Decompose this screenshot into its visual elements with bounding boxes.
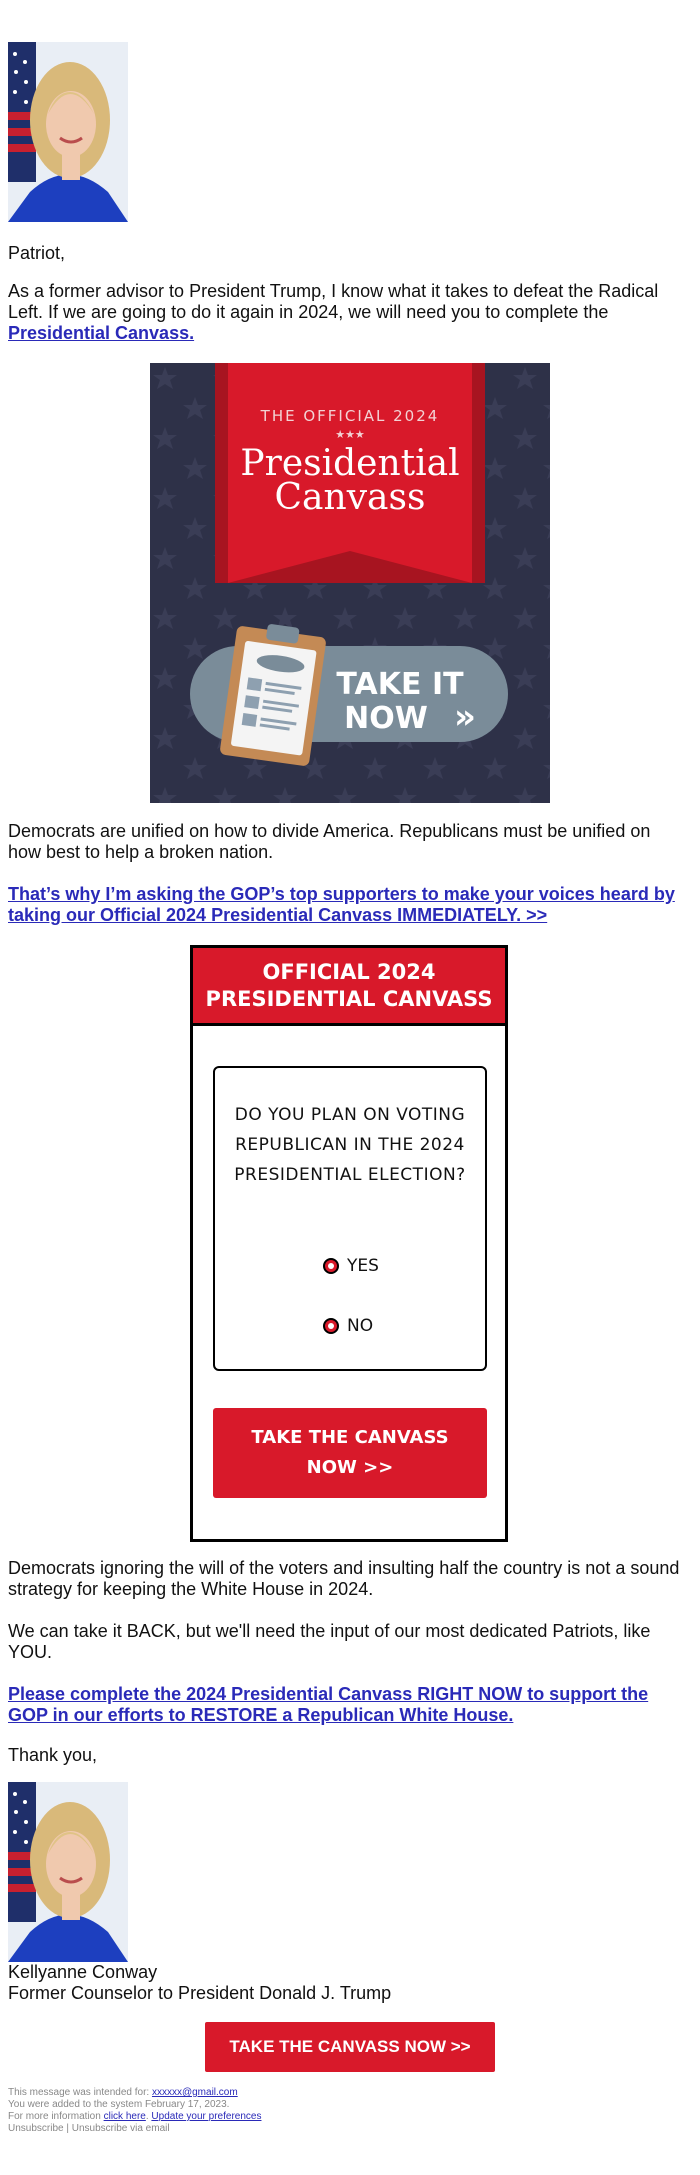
- footer-update-preferences-link[interactable]: Update your preferences: [151, 2111, 262, 2122]
- complete-canvass-link[interactable]: Please complete the 2024 Presidential Canvass RIGHT NOW to support the GOP in our efforts to RESTORE a Republican White House.: [8, 1684, 649, 1725]
- banner-stars: ★★★: [335, 428, 365, 441]
- take-canvass-line1: TAKE THE CANVASS: [251, 1427, 449, 1448]
- paragraph-unified: Democrats are unified on how to divide America. Republicans must be unified on how best to help a broken nation.: [8, 821, 651, 862]
- option-no-label: NO: [347, 1316, 374, 1336]
- banner-title-line2: Canvass: [274, 477, 426, 518]
- footer-unsubscribe-line: Unsubscribe | Unsubscribe via email: [8, 2123, 170, 2134]
- paragraph-link-asking: [8, 884, 688, 926]
- footer-email-link[interactable]: xxxxxx@gmail.com: [151, 2087, 238, 2098]
- footer-info-prefix: For more information: [8, 2111, 101, 2122]
- signature-title: Former Counselor to President Donald J. Trump: [8, 1983, 392, 2003]
- canvass-card: [190, 945, 508, 1542]
- radio-no-icon[interactable]: [323, 1318, 339, 1334]
- option-no[interactable]: [323, 1316, 373, 1336]
- question-box: [213, 1066, 487, 1371]
- presidential-canvass-link[interactable]: Presidential Canvass.: [8, 323, 195, 343]
- signature-name: Kellyanne Conway: [8, 1962, 158, 1982]
- footer-added-line: You were added to the system February 17, 2023.: [8, 2099, 230, 2110]
- option-yes-label: YES: [347, 1256, 379, 1276]
- clipboard-icon: [219, 624, 326, 767]
- footer-click-here-link[interactable]: click here: [103, 2111, 146, 2122]
- take-canvass-line2: NOW >>: [306, 1457, 394, 1478]
- footer-unsubscribe-email[interactable]: Unsubscribe via email: [71, 2123, 170, 2134]
- banner-title-line1: Presidential: [240, 443, 460, 484]
- paragraph-democrats-ignoring: Democrats ignoring the will of the voters and insulting half the country is not a sound strategy for keeping the White House in 2024.: [8, 1558, 680, 1599]
- intro-paragraph: [8, 281, 678, 344]
- portrait-bottom: [8, 1782, 128, 1962]
- greeting: Patriot,: [8, 243, 66, 263]
- footer-intended-line: [8, 2087, 261, 2099]
- banner-top-line: THE OFFICIAL 2024: [260, 407, 440, 425]
- take-canvass-button[interactable]: [213, 1408, 487, 1498]
- thanks: Thank you,: [8, 1745, 98, 1765]
- canvass-header: OFFICIAL 2024 PRESIDENTIAL CANVASS: [193, 948, 505, 1026]
- paragraph-take-it-back: We can take it BACK, but we'll need the input of our most dedicated Patriots, like YOU.: [8, 1621, 651, 1662]
- canvass-question: DO YOU PLAN ON VOTING REPUBLICAN IN THE 2024 PRESIDENTIAL ELECTION?: [234, 1105, 466, 1185]
- paragraph-link-complete: [8, 1684, 688, 1726]
- footer-intended-prefix: This message was intended for:: [8, 2087, 150, 2098]
- final-take-canvass-button[interactable]: TAKE THE CANVASS NOW >>: [205, 2022, 495, 2072]
- radio-yes-icon[interactable]: [323, 1258, 339, 1274]
- presidential-canvass-banner[interactable]: [150, 363, 550, 803]
- banner-cta-line2: NOW: [344, 701, 428, 736]
- kellyanne-portrait-image: [8, 42, 128, 222]
- footer-unsubscribe[interactable]: Unsubscribe: [8, 2123, 64, 2134]
- kellyanne-portrait-image-2: [8, 1782, 128, 1962]
- footer-info-line: For more information click here. Update your preferences: [8, 2111, 262, 2122]
- footer: [8, 2087, 261, 2135]
- banner-cta-arrows: »: [454, 697, 476, 737]
- banner-graphic: [150, 363, 550, 803]
- option-yes[interactable]: [323, 1256, 379, 1276]
- asking-supporters-link[interactable]: That’s why I’m asking the GOP’s top supporters to make your voices heard by taking our Official 2024 Presidential Canvass IMMEDIATELY. >>: [8, 884, 675, 925]
- intro-text: As a former advisor to President Trump, I know what it takes to defeat the Radical Left. If we are going to do it again in 2024, we will need you to complete the: [8, 281, 659, 322]
- portrait-top: [8, 42, 128, 222]
- banner-cta-line1: TAKE IT: [336, 667, 464, 702]
